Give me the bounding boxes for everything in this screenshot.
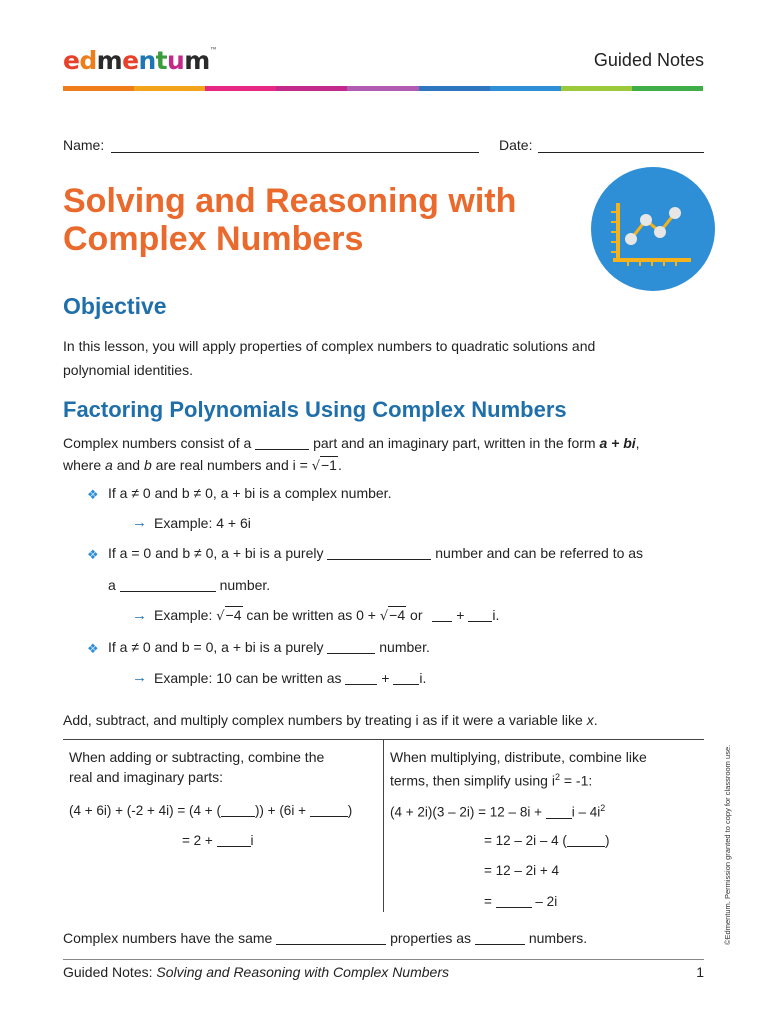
operations-intro-end: . [593,712,598,728]
intro-text-2c: are real numbers and i = [155,457,308,473]
real-blank[interactable] [327,640,375,654]
example-real-i: i. [419,670,427,686]
multiply-head-2 [390,767,690,791]
var-a: a [105,457,113,473]
mult-eq2-a: = 12 – 2i – 4 ( [484,833,567,848]
name-field[interactable] [111,152,479,153]
operations-intro [63,712,598,728]
diamond-bullet-icon: ❖ [87,547,99,562]
mult-eq4-b: – 2i [535,894,558,909]
var-b: b [143,457,152,473]
bullet-imaginary-line2-post: number. [219,577,271,593]
add-subtract-cell [69,747,369,787]
example-real-pre: Example: 10 can be written as [154,670,342,686]
multiply-equation-1 [390,803,605,820]
color-bar-segment [276,86,347,91]
mult-blank-1[interactable] [546,805,572,819]
imaginary-blank-2[interactable] [120,578,216,592]
date-label: Date: [499,137,533,153]
imaginary-blank-1[interactable] [327,546,431,560]
color-bar [63,86,703,91]
date-field[interactable] [538,152,704,153]
real-example-blank-2[interactable] [393,671,419,685]
form-expression: a + bi [599,435,636,451]
intro-text-1a: Complex numbers consist of a [63,435,252,451]
intro-text-2b: and [116,457,141,473]
arrow-right-icon: → [132,607,147,624]
arrow-right-icon: → [132,669,147,686]
mult-eq4-a: = [484,894,492,909]
page-number: 1 [696,964,704,980]
multiply-head-2a: terms, then simplify using i [390,772,555,789]
multiply-equation-3: = 12 – 2i + 4 [484,863,560,878]
add-equation-1 [69,803,352,818]
color-bar-segment [347,86,418,91]
chart-icon [591,167,715,291]
objective-line-1: In this lesson, you will apply properties of complex numbers to quadratic solutions and [63,338,596,354]
intro-text-1b: part and an imaginary part, written in the form [313,435,596,451]
title-line-1: Solving and Reasoning with [63,182,517,220]
example-imaginary-pre: Example: [154,607,213,623]
example-real-plus: + [381,670,390,686]
bullet-imaginary-line2 [108,577,270,593]
radicand: −1 [320,457,337,473]
add-blank-3[interactable] [217,833,251,847]
factoring-heading: Factoring Polynomials Using Complex Numbers [63,397,567,422]
mult-blank-3[interactable] [496,894,532,908]
add-subtract-head-2: real and imaginary parts: [69,769,224,785]
mult-blank-2[interactable] [567,833,605,847]
sqrt-neg-four: √−4 [216,607,242,624]
example-imaginary-mid: can be written as 0 + [246,607,376,623]
example-imaginary-or: or [410,607,423,623]
intro-text-2d: . [337,457,342,473]
sqrt-neg-one: √−1 [311,457,337,474]
title-line-2: Complex Numbers [63,220,364,258]
bullet-real-post: number. [379,639,430,655]
chart-icon-graphic [591,167,715,291]
intro-text-1c: , [635,435,640,451]
diamond-bullet-icon: ❖ [87,487,99,502]
diamond-bullet-icon: ❖ [87,641,99,656]
bullet-imaginary-pre: If a = 0 and b ≠ 0, a + bi is a purely [108,545,324,561]
footer-lesson-title: Solving and Reasoning with Complex Numbers [156,964,449,980]
bullet-imaginary-line2-pre: a [108,577,116,593]
add-eq2-b: i [250,833,254,848]
color-bar-segment [134,86,205,91]
add-eq1-a: (4 + 6i) + (-2 + 4i) = (4 + ( [69,803,221,818]
objective-heading: Objective [63,293,167,319]
footer-title [63,964,449,980]
operations-intro-text: Add, subtract, and multiply complex numbers by treating i as if it were a variable like [63,712,583,728]
bullet-real [108,639,430,655]
properties-sentence [63,930,587,946]
objective-line-2: polynomial identities. [63,362,193,378]
multiply-equation-2 [484,833,609,848]
copyright-text: ©Edmentum. Permission granted to copy for classroom use. [723,744,732,945]
table-divider [383,739,384,912]
color-bar-segment [205,86,276,91]
radicand: −4 [389,607,406,623]
bullet-imaginary-post: number and can be referred to as [435,545,644,561]
edmentum-logo: edmentum™ [63,46,218,75]
mult-eq1-a: (4 + 2i)(3 – 2i) = 12 – 8i + [390,804,542,820]
add-blank-2[interactable] [310,803,348,817]
exponent: 2 [554,772,560,782]
footer-divider [63,959,704,960]
color-bar-segment [63,86,134,91]
complex-intro-text [63,432,713,478]
example-complex: Example: 4 + 6i [154,515,251,531]
mult-eq2-b: ) [604,833,610,848]
bullet-imaginary [108,545,643,561]
sqrt-neg-four: √−4 [379,607,406,624]
example-imaginary [154,607,499,624]
color-bar-segment [490,86,561,91]
color-bar-segment [561,86,632,91]
exponent: 2 [600,803,606,813]
color-bar-segment [632,86,703,91]
multiply-cell [390,747,690,791]
multiply-head-1: When multiplying, distribute, combine like [390,749,647,765]
color-bar-segment [419,86,490,91]
name-label: Name: [63,137,105,153]
multiply-head-2b: = -1: [559,772,593,789]
real-example-blank-1[interactable] [345,671,377,685]
add-eq1-b: )) + (6i + [254,803,306,818]
intro-blank[interactable] [255,436,309,450]
footer-label: Guided Notes: [63,964,153,980]
add-eq2-a: = 2 + [182,833,213,848]
bullet-complex: If a ≠ 0 and b ≠ 0, a + bi is a complex number. [108,485,392,501]
imaginary-example-blank-1[interactable] [432,608,452,622]
multiply-equation-4 [484,894,557,909]
bullet-real-pre: If a ≠ 0 and b = 0, a + bi is a purely [108,639,324,655]
add-subtract-head-1: When adding or subtracting, combine the [69,749,325,765]
imaginary-example-blank-2[interactable] [468,608,492,622]
add-eq1-c: ) [347,803,353,818]
mult-eq1-b: i – 4i [571,804,601,820]
example-imaginary-i: i. [492,607,500,623]
example-imaginary-plus: + [456,607,465,623]
add-equation-2 [182,833,254,848]
doc-type-label: Guided Notes [593,50,704,70]
properties-mid: properties as [390,930,472,946]
properties-blank-1[interactable] [276,931,386,945]
radicand: −4 [225,607,242,623]
page-title [63,182,583,258]
intro-text-2a: where [63,457,102,473]
example-real [154,670,426,686]
properties-blank-2[interactable] [475,931,525,945]
objective-text [63,334,683,382]
arrow-right-icon: → [132,514,147,531]
properties-post: numbers. [528,930,588,946]
variable-x: x [586,712,594,728]
properties-pre: Complex numbers have the same [63,930,273,946]
add-blank-1[interactable] [221,803,255,817]
